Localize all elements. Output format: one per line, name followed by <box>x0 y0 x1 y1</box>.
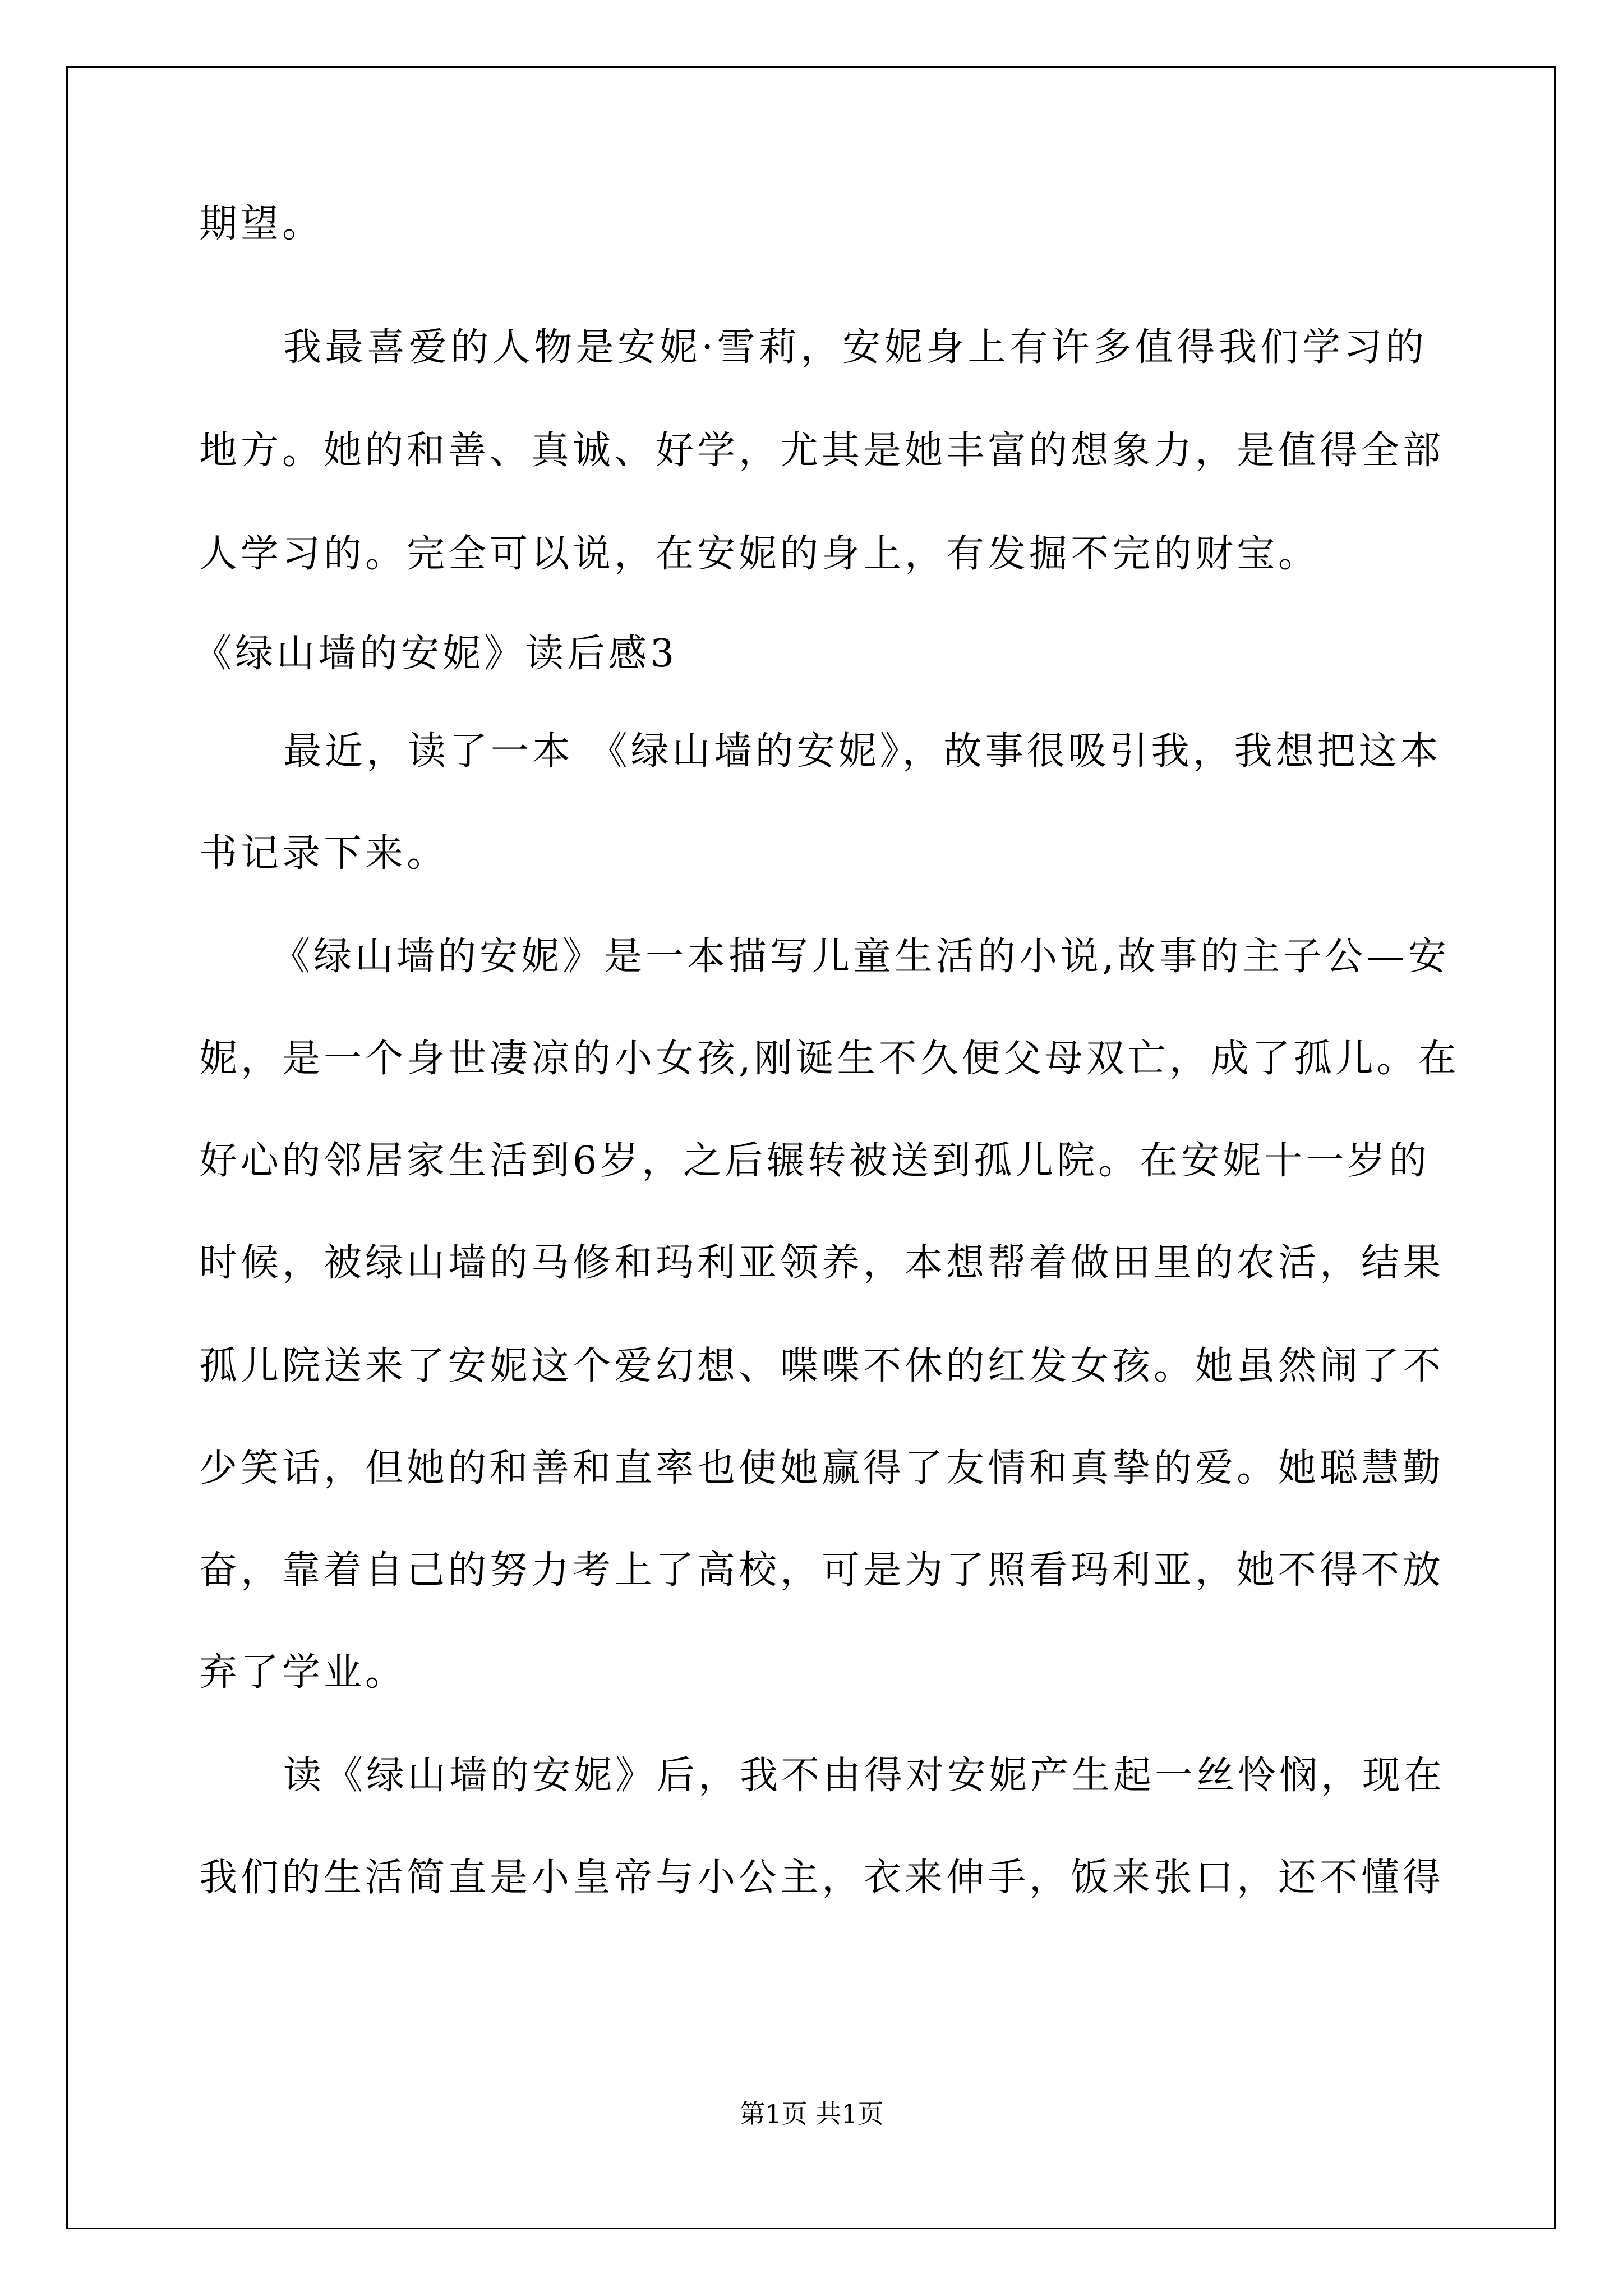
text-line: 人学习的。完全可以说，在安妮的身上，有发掘不完的财宝。 <box>199 532 1320 576</box>
text-line: 地方。她的和善、真诚、好学，尤其是她丰富的想象力，是值得全部 <box>199 429 1445 473</box>
text-line: 妮，是一个身世凄凉的小女孩,刚诞生不久便父母双亡，成了孤儿。在 <box>199 1037 1460 1081</box>
text-line: 书记录下来。 <box>199 831 449 876</box>
text-line: 孤儿院送来了安妮这个爱幻想、喋喋不休的红发女孩。她虽然闹了不 <box>199 1344 1445 1388</box>
text-line: 最近，读了一本 《绿山墙的安妮》，故事很吸引我，我想把这本 <box>283 729 1442 774</box>
page-footer: 第1页 共1页 <box>739 2099 884 2129</box>
text-line: 弃了学业。 <box>199 1650 407 1695</box>
text-line: 时候，被绿山墙的马修和玛利亚领养，本想帮着做田里的农活，结果 <box>199 1241 1445 1285</box>
text-line: 奋，靠着自己的努力考上了高校，可是为了照看玛利亚，她不得不放 <box>199 1548 1445 1593</box>
text-line: 读《绿山墙的安妮》后，我不由得对安妮产生起一丝怜悯，现在 <box>283 1754 1446 1798</box>
text-line: 我们的生活简直是小皇帝与小公主，衣来伸手，饭来张口，还不懂得 <box>199 1856 1445 1900</box>
text-line: 我最喜爱的人物是安妮·雪莉，安妮身上有许多值得我们学习的 <box>283 325 1427 370</box>
text-line: 好心的邻居家生活到6岁，之后辗转被送到孤儿院。在安妮十一岁的 <box>199 1139 1431 1183</box>
section-heading: 《绿山墙的安妮》读后感3 <box>193 632 678 676</box>
text-line: 期望。 <box>199 202 324 246</box>
text-line: 少笑话，但她的和善和直率也使她赢得了友情和真挚的爱。她聪慧勤 <box>199 1446 1445 1490</box>
text-line: 《绿山墙的安妮》是一本描写儿童生活的小说,故事的主子公—安 <box>272 935 1450 979</box>
